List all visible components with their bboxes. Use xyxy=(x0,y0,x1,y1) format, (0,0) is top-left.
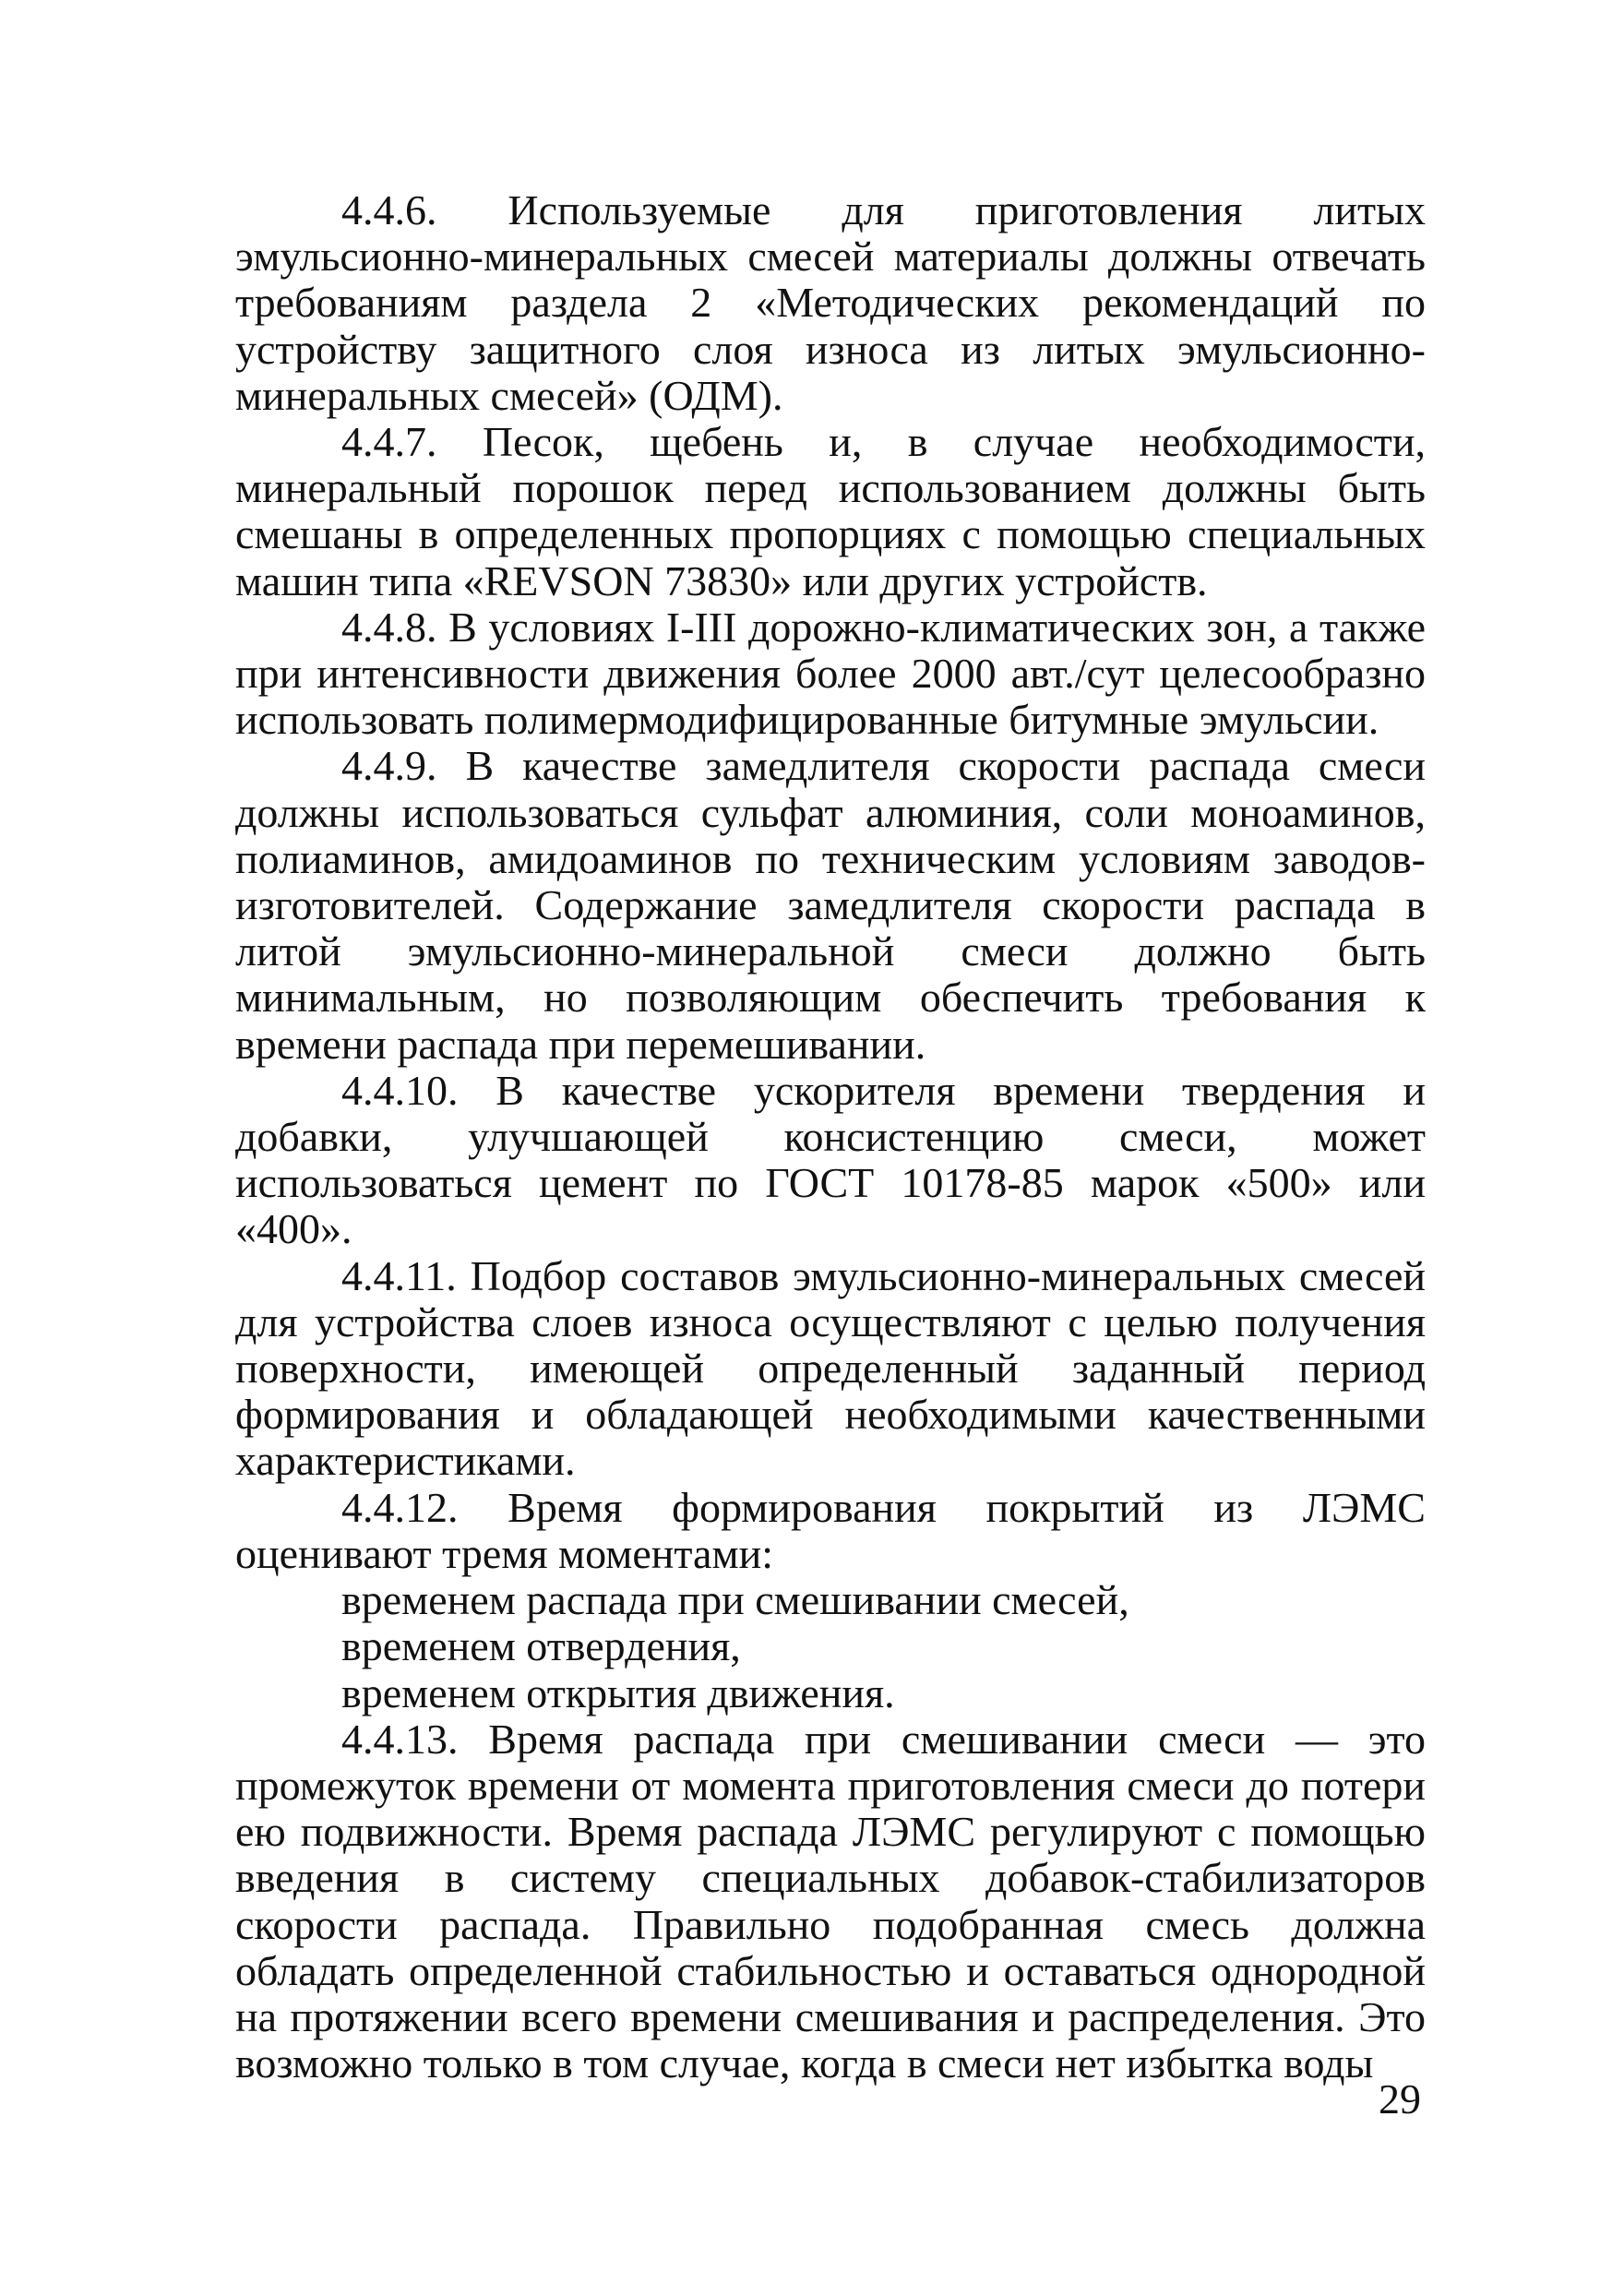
paragraph-4-4-7: 4.4.7. Песок, щебень и, в случае необходимости, минеральный порошок перед использованием должны быть смешаны в определенных пропорциях с помощью специальных машин типа «REVSON 73830» или других устройств. xyxy=(235,418,1426,604)
paragraph-4-4-10: 4.4.10. В качестве ускорителя времени твердения и добавки, улучшающей консистенцию смеси, может использоваться цемент по ГОСТ 10178-85 марок «500» или «400». xyxy=(235,1066,1426,1253)
list-item: временем распада при смешивании смесей, xyxy=(341,1576,1129,1624)
page-number: 29 xyxy=(1379,2075,1421,2123)
page-body xyxy=(235,187,1426,2087)
list-item: временем отвердения, xyxy=(341,1622,741,1670)
paragraph-4-4-13: 4.4.13. Время распада при смешивании смеси — это промежуток времени от момента приготовления смеси до потери ею подвижности. Время распада ЛЭМС регулируют с помощью введения в систему специальных добавок-стабилизаторов скорости распада. Правильно подобранная смесь должна обладать определенной стабильностью и оставаться однородной на протяжении всего времени смешивания и распределения. Это возможно только в том случае, когда в смеси нет избытка воды xyxy=(235,1715,1426,2087)
paragraph-4-4-6: 4.4.6. Используемые для приготовления литых эмульсионно-минеральных смесей материалы должны отвечать требованиям раздела 2 «Методических рекомендаций по устройству защитного слоя износа из литых эмульсионно-минеральных смесей» (ОДМ). xyxy=(235,186,1426,419)
paragraph-4-4-9: 4.4.9. В качестве замедлителя скорости распада смеси должны использоваться сульфат алюминия, соли моноаминов, полиаминов, амидоаминов по техническим условиям заводов-изготовителей. Содержание замедлителя скорости распада в литой эмульсионно-минеральной смеси должно быть минимальным, но позволяющим обеспечить требования к времени распада при перемешивании. xyxy=(235,742,1426,1068)
paragraph-4-4-11: 4.4.11. Подбор составов эмульсионно-минеральных смесей для устройства слоев износа осуществляют с целью получения поверхности, имеющей определенный заданный период формирования и обладающей необходимыми качественными характеристиками. xyxy=(235,1251,1426,1485)
list-item: временем открытия движения. xyxy=(341,1668,895,1716)
paragraph-4-4-12: 4.4.12. Время формирования покрытий из ЛЭМС оценивают тремя моментами: xyxy=(235,1483,1426,1577)
paragraph-4-4-8: 4.4.8. В условиях I-III дорожно-климатических зон, а также при интенсивности движения более 2000 авт./сут целесообразно использовать полимермодифицированные битумные эмульсии. xyxy=(235,603,1426,744)
